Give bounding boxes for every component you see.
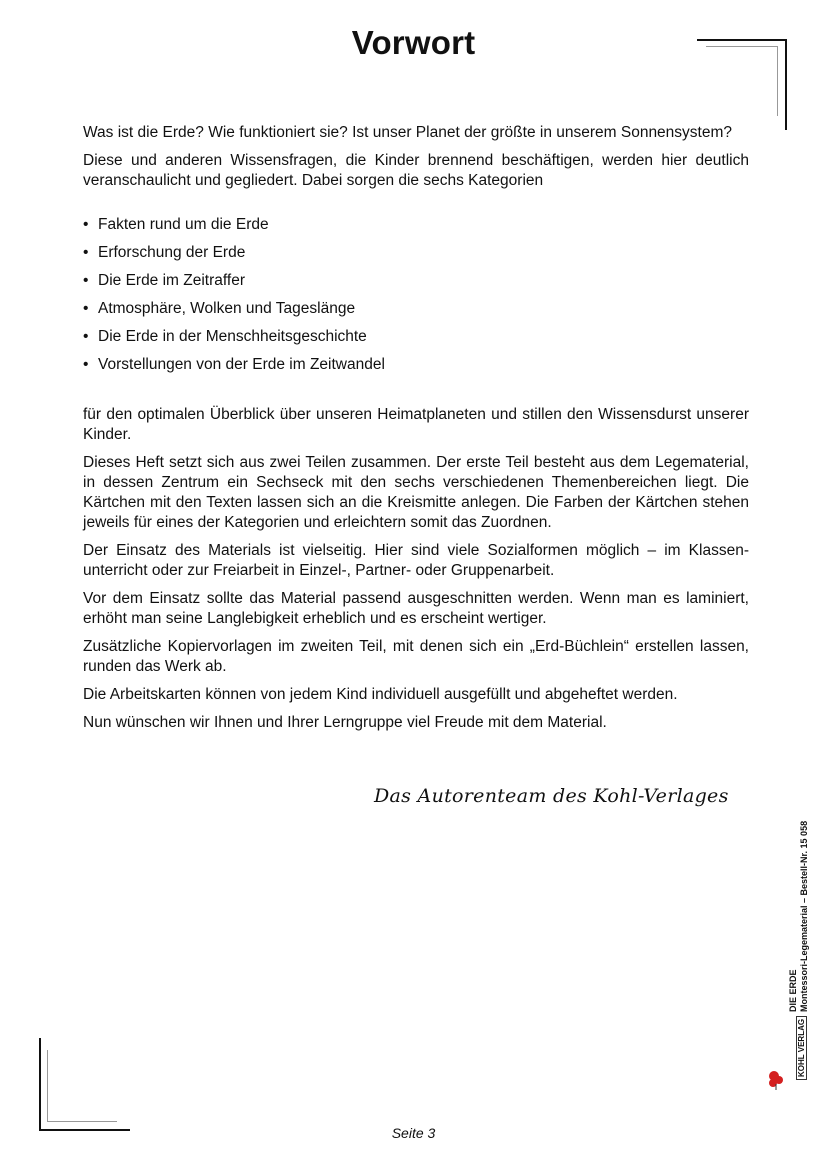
list-item: • Atmosphäre, Wolken und Tageslänge [83,295,749,323]
side-imprint-order: Montessori-Legematerial – Bestell-Nr. 15 058 [799,820,809,1012]
bullet-icon: • [83,272,89,289]
bullet-icon: • [83,328,89,345]
publisher-logo-text: KOHL VERLAG [796,1016,807,1080]
category-list [83,211,749,379]
paragraph: Dieses Heft setzt sich aus zwei Teilen zusammen. Der erste Teil besteht aus dem Legematerial, in dessen Zentrum ein Sechseck mit den sechs verschiedenen Themenbereichen liegt. Die Kärtchen mit den Texten lassen sich an die Kreismitte anlegen. Die Farben der Kärtchen stehen jeweils für eines der Kategorien und erleichtern somit das Zuordnen. [83,454,749,531]
list-item: • Vorstellungen von der Erde im Zeitwandel [83,351,749,379]
paragraph: Nun wünschen wir Ihnen und Ihrer Lerngruppe viel Freude mit dem Material. [83,714,607,731]
foreword-body [83,123,749,741]
bullet-icon: • [83,356,89,373]
side-imprint [788,821,810,1012]
paragraph: für den optimalen Überblick über unseren Heimatplaneten und stillen den Wissensdurst unserer Kinder. [83,406,749,443]
paragraph: Was ist die Erde? Wie funktioniert sie? Ist unser Planet der größte in unserem Sonnensystem? [83,124,733,141]
side-imprint-title: DIE ERDE [788,969,798,1012]
paragraph: Die Arbeitskarten können von jedem Kind individuell ausgefüllt und abgeheftet werden. [83,686,678,703]
corner-frame-bottom-left [39,1038,41,1131]
paragraph: Diese und anderen Wissensfragen, die Kinder brennend beschäftigen, werden hier deutlich veranschaulicht und gegliedert. Dabei sorgen die sechs Kategorien [83,152,749,189]
bullet-icon: • [83,300,89,317]
list-item: • Die Erde in der Menschheitsgeschichte [83,323,749,351]
page-title: Vorwort [351,24,476,61]
paragraph: Der Einsatz des Materials ist vielseitig. Hier sind viele Sozialformen möglich – im Klassenunterricht oder zur Freiarbeit in Einzel-, Partner- oder Gruppenarbeit. [83,542,749,579]
paragraph: Zusätzliche Kopiervorlagen im zweiten Teil, mit denen sich ein „Erd-Büchlein“ erstellen lassen, runden das Werk ab. [83,638,749,675]
page-number: Seite 3 [391,1125,436,1141]
list-item: • Fakten rund um die Erde [83,211,749,239]
list-item: • Die Erde im Zeitraffer [83,267,749,295]
publisher-logo-icon [766,1062,788,1092]
corner-frame-bottom-left-inner-horizontal [47,1121,117,1122]
list-item: • Erforschung der Erde [83,239,749,267]
bullet-icon: • [83,216,89,233]
signature: Das Autorenteam des Kohl-Verlages [374,785,729,807]
bullet-icon: • [83,244,89,261]
corner-frame-bottom-left-inner [47,1050,48,1122]
paragraph: Vor dem Einsatz sollte das Material passend ausgeschnitten werden. Wenn man es laminiert, erhöht man seine Langlebigkeit erheblich und es erscheint wertiger. [83,590,749,627]
